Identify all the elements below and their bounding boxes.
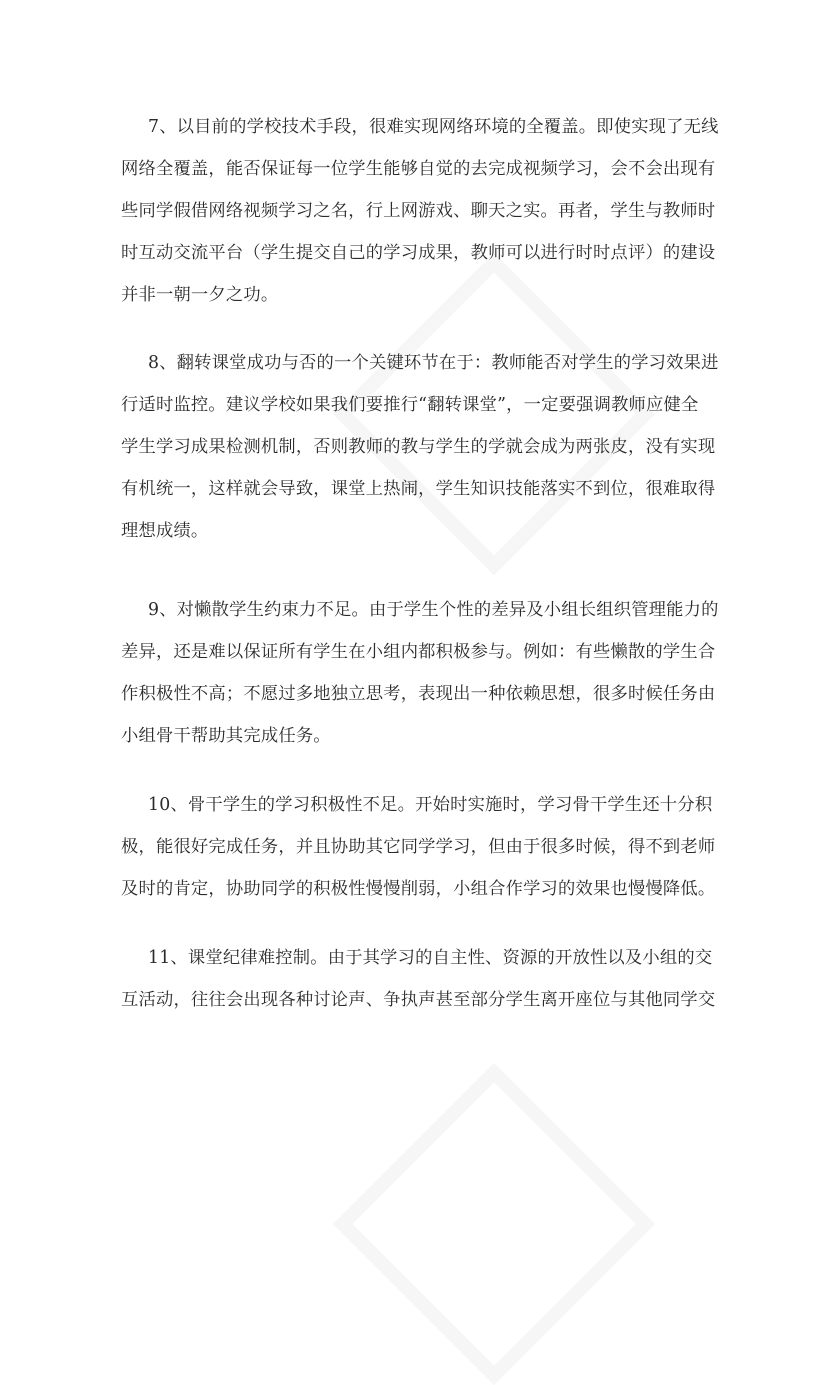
paragraph-line: 并非一朝一夕之功。 [121, 285, 279, 305]
watermark-stamp [333, 1063, 655, 1385]
paragraph-8 [121, 342, 719, 552]
paragraph-7 [121, 106, 719, 316]
paragraph-line: 7、以目前的学校技术手段，很难实现网络环境的全覆盖。即使实现了无线 [148, 117, 719, 137]
paragraph-line: 理想成绩。 [121, 521, 209, 541]
paragraph-line: 11、课堂纪律难控制。由于其学习的自主性、资源的开放性以及小组的交 [148, 948, 713, 968]
paragraph-9 [121, 589, 719, 757]
paragraph-line: 行适时监控。建议学校如果我们要推行“翻转课堂”，一定要强调教师应健全 [121, 395, 699, 415]
paragraph-line: 及时的肯定，协助同学的积极性慢慢削弱，小组合作学习的效果也慢慢降低。 [121, 879, 716, 899]
paragraph-line: 网络全覆盖，能否保证每一位学生能够自觉的去完成视频学习，会不会出现有 [121, 159, 716, 179]
paragraph-line: 小组骨干帮助其完成任务。 [121, 726, 331, 746]
paragraph-line: 些同学假借网络视频学习之名，行上网游戏、聊天之实。再者，学生与教师时 [121, 201, 716, 221]
paragraph-line: 8、翻转课堂成功与否的一个关键环节在于：教师能否对学生的学习效果进 [148, 353, 719, 373]
paragraph-line: 有机统一，这样就会导致，课堂上热闹，学生知识技能落实不到位，很难取得 [121, 479, 716, 499]
paragraph-line: 互活动，往往会出现各种讨论声、争执声甚至部分学生离开座位与其他同学交 [121, 990, 716, 1010]
paragraph-11 [121, 937, 716, 1021]
paragraph-10 [121, 784, 716, 910]
paragraph-line: 作积极性不高；不愿过多地独立思考，表现出一种依赖思想，很多时候任务由 [121, 684, 716, 704]
paragraph-line: 10、骨干学生的学习积极性不足。开始时实施时，学习骨干学生还十分积 [148, 795, 713, 815]
paragraph-line: 极，能很好完成任务，并且协助其它同学学习，但由于很多时候，得不到老师 [121, 837, 716, 857]
paragraph-line: 时互动交流平台（学生提交自己的学习成果，教师可以进行时时点评）的建设 [121, 243, 716, 263]
paragraph-line: 差异，还是难以保证所有学生在小组内都积极参与。例如：有些懒散的学生合 [121, 642, 716, 662]
paragraph-line: 9、对懒散学生约束力不足。由于学生个性的差异及小组长组织管理能力的 [148, 600, 719, 620]
paragraph-line: 学生学习成果检测机制，否则教师的教与学生的学就会成为两张皮，没有实现 [121, 437, 716, 457]
